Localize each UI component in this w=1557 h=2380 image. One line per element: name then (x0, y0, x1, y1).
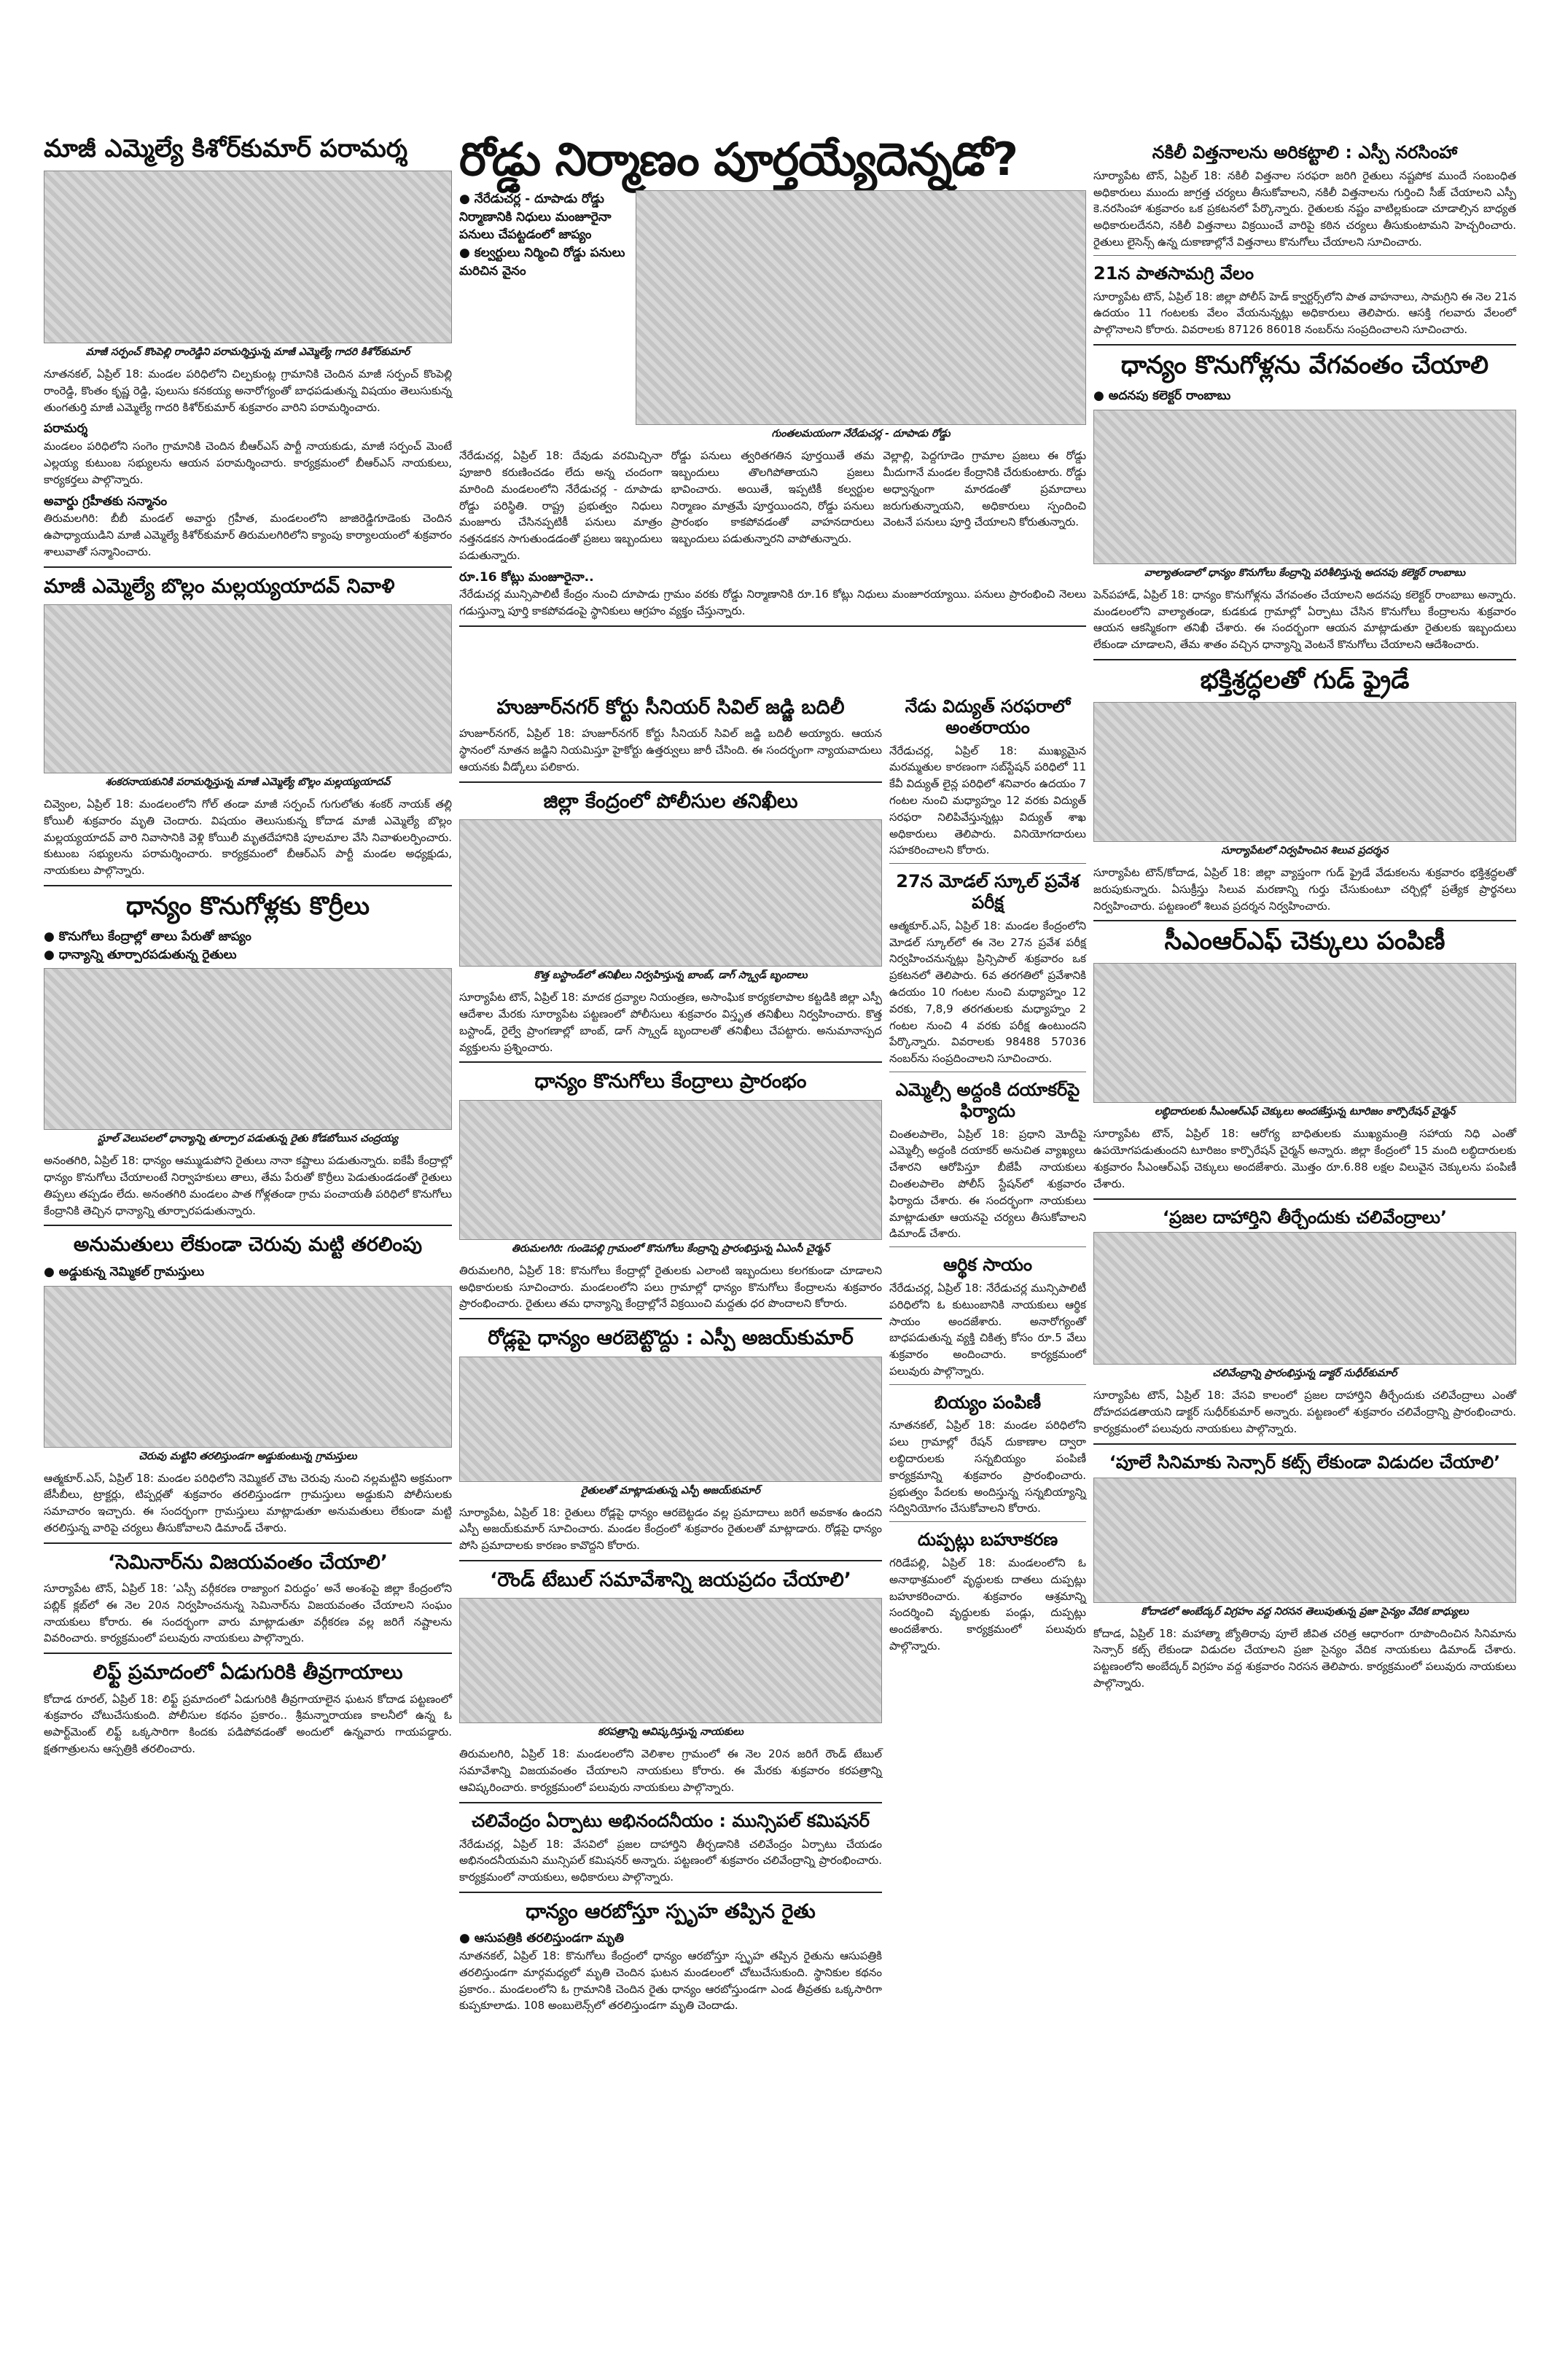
divider (459, 1318, 882, 1319)
mlc-headline: ఎమ్మెల్సీ అద్దంకి దయాకర్‌పై ఫిర్యాదు (895, 1079, 1080, 1121)
main-sub-2: నిర్మాణానికి నిధులు మంజూరైనా (459, 209, 612, 225)
faith-body: సూర్యాపేట టౌన్/కోదాడ, ఏప్రిల్ 18: జిల్లా వ్యాప్తంగా గుడ్ ఫ్రైడే వేడుకలను శుక్రవారం భక్తిశ్రద్ధలతో జరుపుకున్నారు. ఏసుక్రీస్తు సిలువ మరణాన్ని గుర్తు చేసుకుంటూ చర్చిల్లో ప్రత్యేక ప్రార్థనలు నిర్వహించారు. పట్టణంలో శిలువ ప్రదర్శన నిర్వహించారు. (1093, 865, 1516, 913)
police-body: సూర్యాపేట టౌన్, ఏప్రిల్ 18: మాదక ద్రవ్యాల నియంత్రణ, అసాంఘిక కార్యకలాపాల కట్టడికి జిల్లా ఎస్పీ ఆదేశాల మేరకు సూర్యాపేట పట్టణంలో పోలీసులు శుక్రవారం విస్తృత తనిఖీలు నిర్వహించారు. కొత్త బస్టాండ్, రైల్వే ప్రాంగణాల్లో బాంబ్, డాగ్ స్క్వాడ్ బృందాలతో తనిఖీలు చేపట్టారు. అనుమానాస్పద వ్యక్తులను ప్రశ్నించారు. (459, 991, 882, 1054)
divider (1093, 1443, 1516, 1445)
divider (889, 1521, 1086, 1522)
main-body-3: వెల్లాల్లి, పెద్దగూడెం గ్రామాల ప్రజలు ఈ రోడ్డు మీదుగానే మండల కేంద్రానికి చేరుకుంటారు. రోడ్డు అధ్వాన్నంగా మారడంతో ప్రమాదాలు జరుగుతున్నాయని, అధికారులు స్పందించి వెంటనే పనులు పూర్తి చేయాలని కోరుతున్నారు. (883, 449, 1087, 529)
police-headline: జిల్లా కేంద్రంలో పోలీసుల తనిఖీలు (543, 789, 798, 813)
mallaiah-photo (44, 604, 452, 773)
divider (459, 1061, 882, 1063)
column-center (459, 135, 1086, 633)
water-headline: ‘ప్రజల దాహార్తిని తీర్చేందుకు చలివేంద్రాలు’ (1162, 1206, 1448, 1228)
mallaiah-headline: మాజీ ఎమ్మెల్యే బొల్లం మల్లయ్యయాదవ్ నివాళి (44, 574, 395, 598)
water-caption: చలివేంద్రాన్ని ప్రారంభిస్తున్న డాక్టర్ సుధీర్‌కుమార్ (1212, 1367, 1397, 1380)
table-photo (459, 1598, 882, 1723)
table-body: తిరుమలగిరి, ఏప్రిల్ 18: మండలంలోని వెలిశాల గ్రామంలో ఈ నెల 20న జరిగే రౌండ్ టేబుల్ సమావేశాన్ని విజయవంతం చేయాలని నాయకులు కోరారు. ఈ మేరకు శుక్రవారం కరపత్రాన్ని ఆవిష్కరించారు. కార్యక్రమంలో పలువురు నాయకులు పాల్గొన్నారు. (459, 1747, 882, 1794)
judge-headline: హుజూర్‌నగర్ కోర్టు సీనియర్ సివిల్ జడ్జి బదిలీ (496, 696, 845, 719)
main-sub-1: ● నేరేడుచర్ల - దూపాడు రోడ్డు (459, 190, 627, 208)
main-body-1: నేరేడుచర్ల, ఏప్రిల్ 18: దేవుడు వరమిచ్చినా పూజారి కరుణించడం లేదు అన్న చందంగా మారింది మండలంలోని నేరేడుచర్ల - దూపాడు రోడ్డు పరిస్థితి. రాష్ట్ర ప్రభుత్వం నిధులు మంజూరు చేసినప్పటికీ పనులు మాత్రం నత్తనడకన సాగుతుండడంతో ప్రజలు ఇబ్బందులు పడుతున్నారు. (459, 449, 663, 562)
police-caption: కొత్త బస్టాండ్‌లో తనిఖీలు నిర్వహిస్తున్న బాంబ్, డాగ్ స్క్వాడ్ బృందాలు (534, 969, 808, 982)
kishore-body-2: మండలం పరిధిలోని సంగెం గ్రామానికి చెందిన బీఆర్ఎస్ పార్టీ నాయకుడు, మాజీ సర్పంచ్ మెంటే ఎల్లయ్య కుటుంబ సభ్యులను ఆయన పరామర్శించారు. కార్యక్రమంలో బీఆర్ఎస్ నాయకులు, కార్యకర్తలు పాల్గొన్నారు. (44, 440, 452, 486)
award-body: తిరుమలగిరి: బీబీ మండల్ అవార్డు గ్రహీత, మండలంలోని జాజిరెడ్డిగూడెంకు చెందిన ఉపాధ్యాయుడిని మాజీ ఎమ్మెల్యే కిశోర్‌కుమార్ తిరుమలగిరిలోని క్యాంపు కార్యాలయంలో శుక్రవారం శాలువాతో సన్మానించారు. (44, 512, 452, 558)
main-sub-3: పనులు చేపట్టడంలో జాప్యం (459, 227, 592, 243)
main-sub-5: మరిచిన వైనం (459, 263, 526, 278)
table-caption: కరపత్రాన్ని ఆవిష్కరిస్తున్న నాయకులు (598, 1726, 744, 1739)
divider (1093, 659, 1516, 660)
faith-caption: సూర్యాపేటలో నిర్వహించిన శిలువ ప్రదర్శన (1221, 844, 1389, 857)
accident-body: కోదాడ రూరల్, ఏప్రిల్ 18: లిఫ్ట్ ప్రమాదంలో ఏడుగురికి తీవ్రగాయాలైన ఘటన కోదాడ పట్టణంలో శుక్రవారం చోటుచేసుకుంది. పోలీసుల కథనం ప్రకారం.. శ్రీమన్నారాయణ కాలనీలో ఉన్న ఓ అపార్ట్‌మెంట్ లిఫ్ట్ ఒక్కసారిగా కిందకు పడిపోవడంతో అందులో ఉన్నవారు గాయపడ్డారు. క్షతగాత్రులను ఆస్పత్రికి తరలించారు. (44, 1692, 452, 1756)
kishore-sub: పరామర్శ (44, 421, 88, 437)
tank-sub: ● అడ్డుకున్న నెమ్మికల్ గ్రామస్తులు (44, 1263, 452, 1281)
kishore-body-1: నూతనకల్, ఏప్రిల్ 18: మండల పరిధిలోని చిల్పకుంట్ల గ్రామానికి చెందిన మాజీ సర్పంచ్ కొంపెల్లి రాంరెడ్డి, కొంతం కృష్ణ రెడ్డి, పులుసు కనకయ్య అనారోగ్యంతో బాధపడుతున్న విషయం తెలుసుకున్న తుంగతుర్తి మాజీ ఎమ్మెల్యే గాదరి కిశోర్‌కుమార్ శుక్రవారం వారిని పరామర్శించారు. (44, 367, 452, 414)
seeds-headline: నకిలీ విత్తనాలను అరికట్టాలి : ఎస్పీ నరసింహా (1152, 142, 1458, 163)
center-body: తిరుమలగిరి, ఏప్రిల్ 18: కొనుగోలు కేంద్రాల్లో రైతులకు ఎలాంటి ఇబ్బందులు కలగకుండా చూడాలని అధికారులకు సూచించారు. మండలంలోని పలు గ్రామాల్లో ధాన్యం కొనుగోలు కేంద్రాలను శుక్రవారం ప్రారంభించారు. రైతులు తమ ధాన్యాన్ని కేంద్రాల్లోనే విక్రయించి మద్దతు ధర పొందాలని కోరారు. (459, 1263, 882, 1311)
judge-body: హుజూర్‌నగర్, ఏప్రిల్ 18: హుజూర్‌నగర్ కోర్టు సీనియర్ సివిల్ జడ్జి బదిలీ అయ్యారు. ఆయన స్థానంలో నూతన జడ్జిని నియమిస్తూ హైకోర్టు ఉత్తర్వులు జారీ చేసింది. ఈ సందర్భంగా న్యాయవాదులు ఆయనకు వీడ్కోలు పలికారు. (459, 727, 882, 773)
grain-sub-1: ● కొనుగోలు కేంద్రాల్లో తాలు పేరుతో జాప్యం (44, 928, 452, 946)
cmrf-caption: లబ్ధిదారులకు సీఎంఆర్ఎఫ్ చెక్కులు అందజేస్తున్న టూరిజం కార్పొరేషన్ చైర్మన్ (1154, 1106, 1456, 1118)
table-headline: ‘రౌండ్ టేబుల్ సమావేశాన్ని జయప్రదం చేయాలి’ (489, 1568, 852, 1591)
mallaiah-body: చివ్వెంల, ఏప్రిల్ 18: మండలంలోని గోల్ తండా మాజీ సర్పంచ్ గుగులోతు శంకర్ నాయక్ తల్లి కోయిలీ శుక్రవారం మృతి చెందారు. విషయం తెలుసుకున్న కోదాడ మాజీ ఎమ్మెల్యే బొల్లం మల్లయ్యయాదవ్ వారి నివాసానికి వెళ్లి కోయిలీ మృతదేహానికి పూలమాల వేసి నివాళులర్పించారు. కుటుంబ సభ్యులను పరామర్శించారు. కార్యక్రమంలో బీఆర్ఎస్ పార్టీ మండల అధ్యక్షుడు, నాయకులు పాల్గొన్నారు. (44, 797, 452, 878)
grain-headline: ధాన్యం కొనుగోళ్లకు కొర్రీలు (125, 891, 370, 921)
cmrf-photo (1093, 963, 1516, 1103)
main-body-4: నేరేడుచర్ల మున్సిపాలిటీ కేంద్రం నుంచి దూపాడు గ్రామం వరకు రోడ్డు నిర్మాణానికి రూ.16 కోట్లు నిధులు మంజూరయ్యాయి. పనులు ప్రారంభించి నెలలు గడుస్తున్నా పూర్తి కాకపోవడంపై స్థానికులు ఆగ్రహం వ్యక్తం చేస్తున్నారు. (459, 588, 1086, 618)
cmrf-headline: సీఎంఆర్ఎఫ్ చెక్కులు పంపిణీ (1164, 926, 1445, 956)
kishore-photo (44, 171, 452, 343)
divider (459, 1802, 882, 1803)
procure-body: పెన్‌పహాడ్, ఏప్రిల్ 18: ధాన్యం కొనుగోళ్లను వేగవంతం చేయాలని అదనపు కలెక్టర్ రాంబాబు అన్నారు. మండలంలోని వాల్యాతండా, కుడకుడ గ్రామాల్లో ఏర్పాటు చేసిన కొనుగోలు కేంద్రాలను శుక్రవారం ఆయన ఆకస్మికంగా తనిఖీ చేశారు. ఈ సందర్భంగా ఆయన మాట్లాడుతూ రైతులకు ఇబ్బందులు లేకుండా చూడాలని, తేమ శాతం వచ్చిన ధాన్యాన్ని వెంటనే కొనుగోలు చేయాలని ఆదేశించారు. (1093, 588, 1516, 652)
procure-photo (1093, 410, 1516, 564)
main-caption: గుంతలమయంగా నేరేడుచర్ల - దూపాడు రోడ్డు (771, 428, 951, 440)
kishore-headline: మాజీ ఎమ్మెల్యే కిశోర్‌కుమార్ పరామర్శ (44, 134, 407, 163)
expo-body: సూర్యాపేట టౌన్, ఏప్రిల్ 18: జిల్లా పోలీస్ హెడ్ క్వార్టర్స్‌లోని పాత వాహనాలు, సామగ్రిని ఈ నెల 21న ఉదయం 11 గంటలకు వేలం వేయనున్నట్లు అధికారులు తెలిపారు. ఆసక్తి గలవారు వేలంలో పాల్గొనాలని కోరారు. వివరాలకు 87126 86018 నంబర్‌ను సంప్రదించాలని సూచించారు. (1093, 289, 1516, 337)
commissioner-body: నేరేడుచర్ల, ఏప్రిల్ 18: వేసవిలో ప్రజల దాహార్తిని తీర్చడానికి చలివేంద్రం ఏర్పాటు చేయడం అభినందనీయమని మున్సిపల్ కమిషనర్ అన్నారు. పట్టణంలో శుక్రవారం చలివేంద్రాన్ని ప్రారంభించారు. కార్యక్రమంలో నాయకులు, అధికారులు పాల్గొన్నారు. (459, 1837, 882, 1884)
film-headline: ‘పూలే సినిమాకు సెన్సార్ కట్స్ లేకుండా విడుదల చేయాలి’ (1109, 1451, 1501, 1472)
divider (459, 1892, 882, 1893)
seminar-headline: ‘సెమినార్‌ను విజయవంతం చేయాలి’ (107, 1550, 389, 1574)
procure-headline: ధాన్యం కొనుగోళ్లను వేగవంతం చేయాలి (1120, 350, 1489, 380)
tank-caption: చెరువు మట్టిని తరలిస్తుండగా అడ్డుకుంటున్న గ్రామస్తులు (138, 1450, 357, 1462)
faith-headline: భక్తిశ్రద్ధలతో గుడ్ ఫ్రైడే (1200, 665, 1410, 695)
divider (889, 1384, 1086, 1385)
main-sub-4: ● కల్వర్టులు నిర్మించి రోడ్డు పనులు (459, 244, 627, 262)
main-body-2: రోడ్డు పనులు త్వరితగతిన పూర్తయితే తమ ఇబ్బందులు తొలగిపోతాయని ప్రజలు భావించారు. అయితే, ఇప్పటికీ కల్వర్టుల నిర్మాణం మాత్రమే పూర్తయిందని, రోడ్డు పనులు ప్రారంభం కాకపోవడంతో వాహనదారులు ఇబ్బందులు పడుతున్నారని వాపోతున్నారు. (671, 449, 875, 546)
seeds-body: సూర్యాపేట టౌన్, ఏప్రిల్ 18: నకిలీ విత్తనాల సరఫరా జరిగి రైతులు నష్టపోక ముందే సంబంధిత అధికారులు ముందు జాగ్రత్త చర్యలు తీసుకోవాలని, నకిలీ విత్తనాలను గుర్తించి సీజ్ చేయాలని ఎస్పీ కె.నరసింహా శుక్రవారం ఒక ప్రకటనలో పేర్కొన్నారు. రైతులకు నష్టం వాటిల్లకుండా చూడాల్సిన బాధ్యత అధికారులదేనని, నకిలీ విత్తనాలు విక్రయించే వారిపై కఠిన చర్యలు తీసుకుంటామని హెచ్చరించారు. రైతులు లైసెన్స్ ఉన్న దుకాణాల్లోనే విత్తనాలు కొనుగోలు చేయాలని సూచించారు. (1093, 168, 1516, 249)
column-center-narrow (889, 689, 1086, 1659)
divider (1093, 920, 1516, 921)
farmer-sub: ● ఆసుపత్రికి తరలిస్తుండగా మృతి (459, 1930, 882, 1948)
clothes-headline: దుప్పట్లు బహూకరణ (917, 1529, 1058, 1550)
grain-body: అనంతగిరి, ఏప్రిల్ 18: ధాన్యం ఆమ్ముడుపోని రైతులు నానా కష్టాలు పడుతున్నారు. ఐకేపీ కేంద్రాల్లో ధాన్యం కొనుగోలు చేయాలంటే నిర్వాహకులు తాలు, తేమ పేరుతో కొర్రీలు పెడుతుండడంతో రైతులు తిప్పలు తప్పడం లేదు. అనంతగిరి మండలం పాత గోళ్లతండా గ్రామ పంచాయతీ పరిధిలో కొనుగోలు కేంద్రానికి తెచ్చిన ధాన్యాన్ని తూర్పారపడుతున్నారు. (44, 1154, 452, 1217)
rice-headline: బియ్యం పంపిణీ (934, 1392, 1042, 1413)
clothes-body: గరిడేపల్లి, ఏప్రిల్ 18: మండలంలోని ఓ అనాథాశ్రమంలో వృద్ధులకు దాతలు దుప్పట్లు బహూకరించారు. శుక్రవారం ఆశ్రమాన్ని సందర్శించి వృద్ధులకు పండ్లు, దుప్పట్లు అందజేశారు. కార్యక్రమంలో పలువురు పాల్గొన్నారు. (889, 1556, 1086, 1653)
expo-headline: 21న పాతసామగ్రి వేలం (1093, 262, 1254, 284)
procure-sub: ● అదనపు కలెక్టర్ రాంబాబు (1093, 387, 1516, 405)
divider (44, 885, 452, 886)
accident-headline: లిఫ్ట్ ప్రమాదంలో ఏడుగురికి తీవ్రగాయాలు (93, 1661, 403, 1685)
aid-headline: ఆర్థిక సాయం (943, 1255, 1033, 1276)
divider (889, 1246, 1086, 1247)
aid-body: నేరేడుచర్ల, ఏప్రిల్ 18: నేరేడుచర్ల మున్సిపాలిటీ పరిధిలోని ఓ కుటుంబానికి నాయకులు ఆర్థిక సాయం అందజేశారు. అనారోగ్యంతో బాధపడుతున్న వ్యక్తి చికిత్స కోసం రూ.5 వేలు శుక్రవారం అందించారు. కార్యక్రమంలో పలువురు పాల్గొన్నారు. (889, 1281, 1086, 1378)
mlc-body: చింతలపాలెం, ఏప్రిల్ 18: ప్రధాని మోదీపై ఎమ్మెల్సీ అద్దంకి దయాకర్ అనుచిత వ్యాఖ్యలు చేశారని ఆరోపిస్తూ బీజేపీ నాయకులు చింతలపాలెం పోలీస్ స్టేషన్‌లో శుక్రవారం ఫిర్యాదు చేశారు. ఈ సందర్భంగా నాయకులు మాట్లాడుతూ ఆయనపై చర్యలు తీసుకోవాలని డిమాండ్ చేశారు. (889, 1127, 1086, 1241)
tank-headline: అనుమతులు లేకుండా చెరువు మట్టి తరలింపు (73, 1233, 423, 1257)
model-headline: 27న మోడల్ స్కూల్ ప్రవేశ పరీక్ష (896, 871, 1080, 913)
divider (459, 1560, 882, 1561)
grain-photo (44, 968, 452, 1130)
rice-body: నూతనకల్, ఏప్రిల్ 18: మండల పరిధిలోని పలు గ్రామాల్లో రేషన్ దుకాణాల ద్వారా లబ్ధిదారులకు సన్నబియ్యం పంపిణీ కార్యక్రమాన్ని శుక్రవారం ప్రారంభించారు. ప్రభుత్వం పేదలకు అందిస్తున్న సన్నబియ్యాన్ని సద్వినియోగం చేసుకోవాలని కోరారు. (889, 1419, 1086, 1515)
model-body: ఆత్మకూర్.ఎస్, ఏప్రిల్ 18: మండల కేంద్రంలోని మోడల్ స్కూల్‌లో ఈ నెల 27న ప్రవేశ పరీక్ష నిర్వహించనున్నట్లు ప్రిన్సిపాల్ శుక్రవారం ఒక ప్రకటనలో తెలిపారు. 6వ తరగతిలో ప్రవేశానికి ఉదయం 10 గంటల నుంచి మధ్యాహ్నం 12 వరకు, 7,8,9 తరగతులకు మధ్యాహ్నం 2 గంటల నుంచి 4 వరకు పరీక్ష ఉంటుందని పేర్కొన్నారు. వివరాలకు 98488 57036 నంబర్‌ను సంప్రదించాలని సూచించారు. (889, 918, 1086, 1066)
main-story-body (459, 448, 1086, 569)
main-story-top (459, 190, 1086, 448)
column-left (44, 135, 452, 1762)
grain-sub-2: ● ధాన్యాన్ని తూర్పారపడుతున్న రైతులు (44, 946, 452, 964)
procure-caption: వాల్యాతండాలో ధాన్యం కొనుగోలు కేంద్రాన్ని పరిశీలిస్తున్న అదనపు కలెక్టర్ రాంబాబు (1144, 566, 1466, 579)
commissioner-headline: చలివేంద్రం ఏర్పాటు అభినందనీయం : మున్సిపల్ కమిషనర్ (471, 1810, 870, 1831)
film-photo (1093, 1478, 1516, 1603)
center-headline: ధాన్యం కొనుగోలు కేంద్రాలు ప్రారంభం (534, 1070, 807, 1093)
divider (1093, 255, 1516, 256)
main-sub-6: రూ.16 కోట్లు మంజూరైనా.. (459, 569, 594, 585)
grain-caption: స్టూల్ వెలుపలలో ధాన్యాన్ని తూర్పార పడుతున్న రైతు కోడబోయిన చంద్రయ్య (97, 1133, 399, 1145)
seminar-body: సూర్యాపేట టౌన్, ఏప్రిల్ 18: ‘ఎస్సీ వర్గీకరణ రాజ్యాంగ విరుద్ధం’ అనే అంశంపై జిల్లా కేంద్రంలోని పబ్లిక్ క్లబ్‌లో ఈ నెల 20న నిర్వహించనున్న సెమినార్‌ను విజయవంతం చేయాలని సంఘం నాయకులు కోరారు. ఈ సందర్భంగా వారు మాట్లాడుతూ వర్గీకరణ వల్ల జరిగే నష్టాలను వివరించారు. కార్యక్రమంలో పలువురు నాయకులు పాల్గొన్నారు. (44, 1582, 452, 1645)
water-photo (1093, 1232, 1516, 1365)
police-photo (459, 819, 882, 967)
divider (44, 566, 452, 568)
farmer-headline: ధాన్యం ఆరబోస్తూ స్పృహ తప్పిన రైతు (526, 1900, 816, 1923)
divider (44, 1225, 452, 1226)
film-caption: కోదాడలో అంబేద్కర్ విగ్రహం వద్ద నిరసన తెలుపుతున్న ప్రజా సైన్యం వేదిక బాధ్యులు (1141, 1605, 1469, 1618)
farmer-body: నూతనకల్, ఏప్రిల్ 18: కొనుగోలు కేంద్రంలో ధాన్యం ఆరబోస్తూ స్పృహ తప్పిన రైతును ఆసుపత్రికి తరలిస్తుండగా మార్గమధ్యలో మృతి చెందిన ఘటన మండలంలో చోటుచేసుకుంది. స్థానికుల కథనం ప్రకారం.. మండలంలోని ఓ గ్రామానికి చెందిన రైతు ధాన్యం ఆరబోస్తుండగా ఎండ తీవ్రతకు ఒక్కసారిగా కుప్పకూలాడు. 108 అంబులెన్స్‌లో తరలిస్తుండగా మృతి చెందాడు. (459, 1948, 882, 2013)
power-body: నేరేడుచర్ల, ఏప్రిల్ 18: ముఖ్యమైన మరమ్మతుల కారణంగా సబ్‌స్టేషన్ పరిధిలో 11 కేవీ విద్యుత్ లైన్ల పరిధిలో శనివారం ఉదయం 7 గంటల నుంచి మధ్యాహ్నం 12 వరకు విద్యుత్ సరఫరా నిలిపివేస్తున్నట్లు విద్యుత్ శాఖ అధికారులు తెలిపారు. వినియోగదారులు సహకరించాలని కోరారు. (889, 744, 1086, 857)
divider (889, 863, 1086, 864)
center-caption: తిరుమలగిరి: గుండెపల్లి గ్రామంలో కొనుగోలు కేంద్రాన్ని ప్రారంభిస్తున్న ఏఎంసీ చైర్మన్ (511, 1242, 830, 1255)
tank-body: ఆత్మకూర్.ఎస్, ఏప్రిల్ 18: మండల పరిధిలోని నెమ్మికల్ చౌట చెరువు నుంచి నల్లమట్టిని అక్రమంగా జేసీబీలు, ట్రాక్టర్లు, టిప్పర్లతో శుక్రవారం తరలిస్తుండగా గ్రామస్తులు అడ్డుకుని పోలీసులకు సమాచారం ఇచ్చారు. ఈ సందర్భంగా గ్రామస్తులు మాట్లాడుతూ అనుమతులు లేకుండా మట్టి తరలిస్తున్న వారిపై చర్యలు తీసుకోవాలని డిమాండ్ చేశారు. (44, 1471, 452, 1534)
power-headline: నేడు విద్యుత్ సరఫరాలో అంతరాయం (905, 696, 1071, 738)
water-body: సూర్యాపేట టౌన్, ఏప్రిల్ 18: వేసవి కాలంలో ప్రజల దాహార్తిని తీర్చేందుకు చలివేంద్రాలు ఎంతో దోహదపడతాయని డాక్టర్ సుధీర్‌కుమార్ అన్నారు. పట్టణంలో శుక్రవారం చలివేంద్రాన్ని ప్రారంభించారు. కార్యక్రమంలో పలువురు నాయకులు పాల్గొన్నారు. (1093, 1389, 1516, 1436)
divider (459, 781, 882, 783)
divider (44, 1542, 452, 1544)
divider (459, 625, 1086, 627)
divider (1093, 1198, 1516, 1200)
sp-headline: రోడ్లపై ధాన్యం ఆరబెట్టొద్దు : ఎస్పీ అజయ్‌కుమార్ (488, 1327, 854, 1350)
center-photo (459, 1100, 882, 1240)
main-sub-block (459, 190, 627, 448)
kishore-caption: మాజీ సర్పంచ్ కొంపెల్లి రాంరెడ్డిని పరామర్శిస్తున్న మాజీ ఎమ్మెల్యే గాదరి కిశోర్‌కుమార్ (85, 346, 410, 359)
divider (44, 1653, 452, 1654)
sp-photo (459, 1357, 882, 1482)
cmrf-body: సూర్యాపేట టౌన్, ఏప్రిల్ 18: ఆరోగ్య బాధితులకు ముఖ్యమంత్రి సహాయ నిధి ఎంతో ఉపయోగపడుతుందని టూరిజం కార్పొరేషన్ చైర్మన్ అన్నారు. జిల్లా కేంద్రంలో 15 మంది లబ్ధిదారులకు శుక్రవారం సీఎంఆర్ఎఫ్ చెక్కులు అందజేశారు. మొత్తం రూ.6.88 లక్షల విలువైన చెక్కులను పంపిణీ చేశారు. (1093, 1127, 1516, 1190)
main-photo-block (636, 190, 1086, 448)
sp-body: సూర్యాపేట, ఏప్రిల్ 18: రైతులు రోడ్లపై ధాన్యం ఆరబెట్టడం వల్ల ప్రమాదాలు జరిగే అవకాశం ఉందని ఎస్పీ అజయ్‌కుమార్ సూచించారు. మండల కేంద్రంలో శుక్రవారం రైతులతో మాట్లాడారు. రోడ్లపై ధాన్యం పోసి ప్రమాదాలకు కారణం కావొద్దని కోరారు. (459, 1505, 882, 1553)
film-body: కోదాడ, ఏప్రిల్ 18: మహాత్మా జ్యోతిరావు పూలే జీవిత చరిత్ర ఆధారంగా రూపొందించిన సినిమాను సెన్సార్ కట్స్ లేకుండా విడుదల చేయాలని ప్రజా సైన్యం వేదిక నాయకులు డిమాండ్ చేశారు. పట్టణంలోని అంబేద్కర్ విగ్రహం వద్ద శుక్రవారం నిరసన తెలిపారు. కార్యక్రమంలో పలువురు నాయకులు పాల్గొన్నారు. (1093, 1626, 1516, 1690)
column-right (1093, 135, 1516, 1696)
divider (1093, 344, 1516, 346)
mallaiah-caption: శంకరనాయకునికి పరామర్శిస్తున్న మాజీ ఎమ్మెల్యే బొల్లం మల్లయ్యయాదవ్ (105, 776, 391, 788)
tank-photo (44, 1286, 452, 1448)
faith-photo (1093, 702, 1516, 842)
column-center-lower (459, 689, 882, 2018)
main-photo (636, 190, 1086, 425)
award-head: అవార్డు గ్రహీతకు సన్మానం (44, 493, 168, 509)
main-headline: రోడ్డు నిర్మాణం పూర్తయ్యేదెన్నడో? (459, 133, 1018, 186)
sp-caption: రైతులతో మాట్లాడుతున్న ఎస్పీ అజయ్‌కుమార్ (581, 1484, 760, 1497)
